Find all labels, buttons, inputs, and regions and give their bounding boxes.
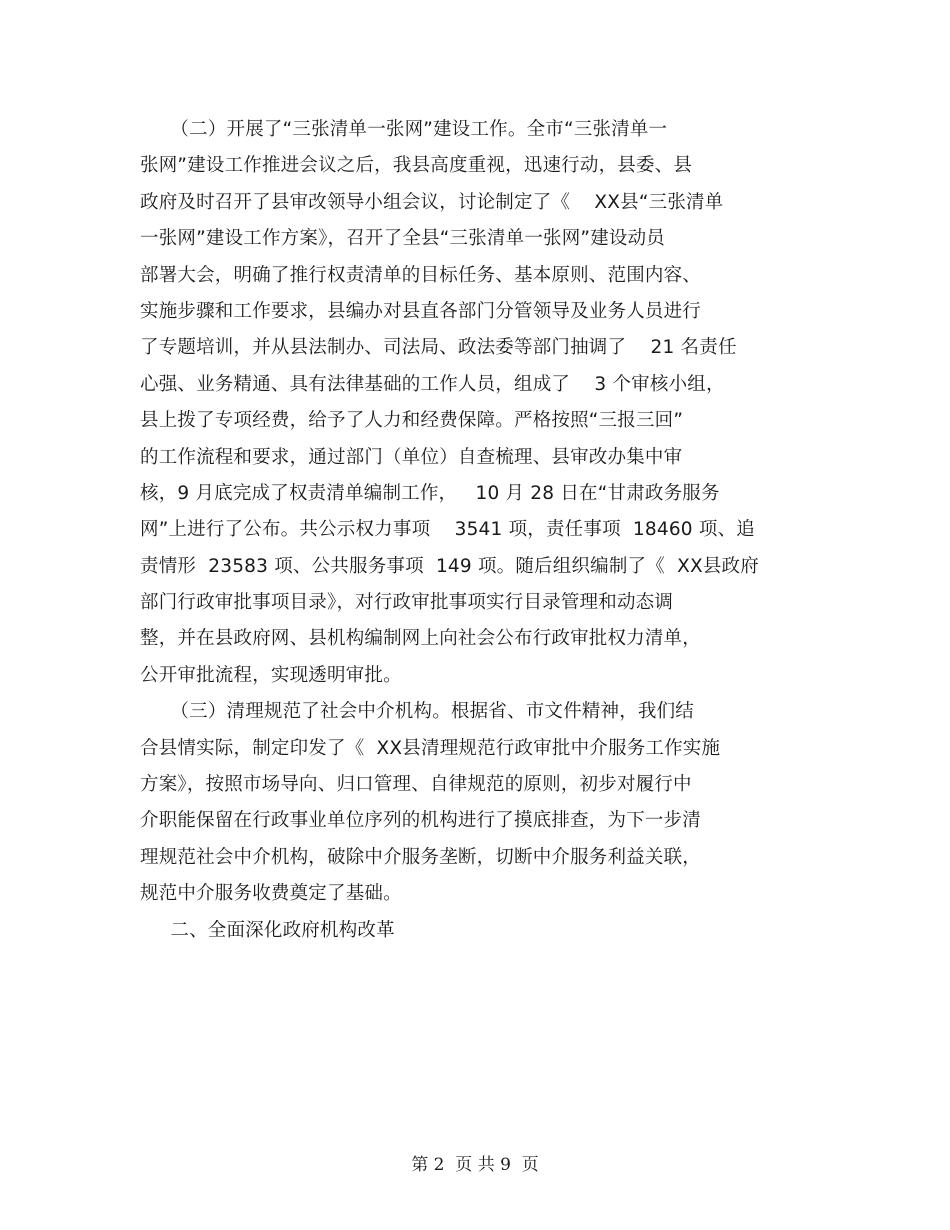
text-line: 县上拨了专项经费，给予了人力和经费保障。严格按照“三报三回” xyxy=(140,410,684,432)
section-heading: 二、全面深化政府机构改革 xyxy=(140,919,395,941)
page-footer: 第 2 页 共 9 页 xyxy=(411,1155,539,1175)
text-line: 理规范社会中介机构，破除中介服务垄断，切断中介服务利益关联， xyxy=(140,846,702,868)
text-line: 了专题培训，并从县法制办、司法局、政法委等部门抽调了 21 名责任 xyxy=(140,337,737,359)
text-line: 介职能保留在行政事业单位序列的机构进行了摸底排查，为下一步清 xyxy=(140,810,702,832)
text-line: 一张网”建设工作方案》，召开了全县“三张清单一张网”建设动员 xyxy=(140,228,666,250)
text-line: 网”上进行了公布。共公示权力事项 3541 项，责任事项 18460 项、追 xyxy=(140,519,755,541)
text-line: 责情形 23583 项、公共服务事项 149 项。随后组织编制了《 XX县政府 xyxy=(140,555,759,577)
text-line: （二）开展了“三张清单一张网”建设工作。全市“三张清单一 xyxy=(140,119,668,140)
text-line: （三）清理规范了社会中介机构。根据省、市文件精神，我们结 xyxy=(140,701,695,723)
text-line: 张网”建设工作推进会议之后，我县高度重视，迅速行动，县委、县 xyxy=(140,155,693,177)
text-line: 整，并在县政府网、县机构编制网上向社会公布行政审批权力清单， xyxy=(140,628,702,650)
text-line: 实施步骤和工作要求，县编办对县直各部门分管领导及业务人员进行 xyxy=(140,300,702,322)
text-line: 公开审批流程，实现透明审批。 xyxy=(140,664,402,686)
text-line: 心强、业务精通、具有法律基础的工作人员，组成了 3 个审核小组， xyxy=(140,373,725,395)
text-line: 合县情实际，制定印发了《 XX县清理规范行政审批中介服务工作实施 xyxy=(140,737,721,759)
text-line: 政府及时召开了县审改领导小组会议，讨论制定了《 XX县“三张清单 xyxy=(140,191,724,213)
text-line: 核，9 月底完成了权责清单编制工作， 10 月 28 日在“甘肃政务服务 xyxy=(140,482,720,504)
text-line: 方案》，按照市场导向、归口管理、自律规范的原则，初步对履行中 xyxy=(140,774,692,796)
text-line: 规范中介服务收费奠定了基础。 xyxy=(140,883,402,905)
text-line: 部门行政审批事项目录》，对行政审批事项实行目录管理和动态调 xyxy=(140,592,674,614)
text-line: 的工作流程和要求，通过部门（单位）自查梳理、县审改办集中审 xyxy=(140,446,683,468)
body-text xyxy=(140,112,820,949)
text-line: 部署大会，明确了推行权责清单的目标任务、基本原则、范围内容、 xyxy=(140,264,702,286)
